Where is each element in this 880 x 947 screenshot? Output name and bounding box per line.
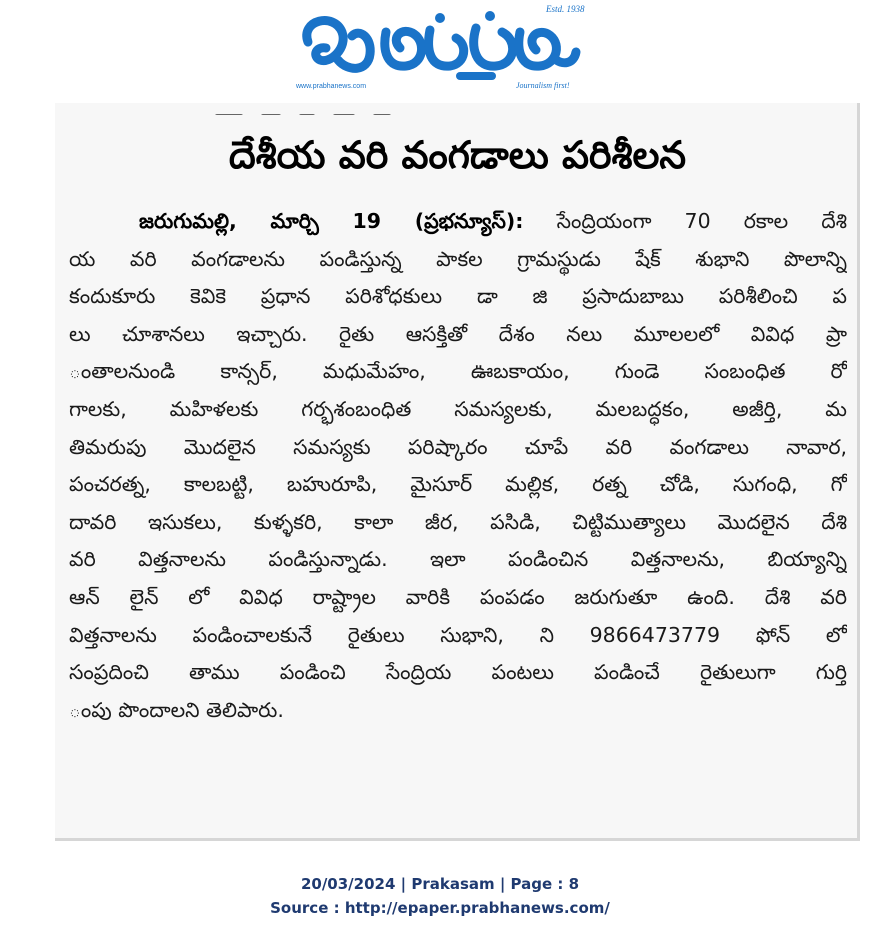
body-line: సంప్రదించి తాము పండించి సేంద్రియ పంటలు పండించే రైతులుగా గుర్తి [69,660,847,685]
body-line: పంచరత్న, కాలబట్టి, బహురూపి, మైసూర్ మల్లిక, రత్న చోడి, సుగంధి, గో [69,472,847,497]
logo-estd-text: Estd. 1938 [546,4,585,14]
footer-source-link[interactable]: Source : http://epaper.prabhanews.com/ [270,899,610,917]
body-line: కందుకూరు కెవికె ప్రధాన పరిశోధకులు డా జి ప్రసాదుబాబు పరిశీలించి ప [69,284,847,309]
logo-website-text: www.prabhanews.com [296,83,367,90]
body-line: య వరి వంగడాలను పండిస్తున్న పాకల గ్రామస్థుడు షేక్ శుభాని పొలాన్ని [69,246,847,271]
body-line: విత్తనాలను పండించాలకునే రైతులు సుభాని, ని 9866473779 ఫోన్ లో [69,622,847,647]
article-clipping [55,103,860,841]
article-dateline: జరుగుమల్లి, మార్చి 19 (ప్రభన్యూస్): [139,209,524,233]
body-line: లు చూశానలు ఇచ్చారు. రైతు ఆసక్తితో దేశం నలు మూలలలో వివిధ ప్రా [69,321,847,346]
article-body [69,203,847,729]
body-line: దావరి ఇసుకలు, కుళ్ళకరి, కాలా జీర, పసిడి, చిట్టిముత్యాలు మొదలైన దేశి [69,509,847,534]
body-line: గాలకు, మహిళలకు గర్భశంబంధిత సమస్యలకు, మలబద్ధకం, అజీర్తి, మ [69,396,847,421]
clipped-text-fragment [215,103,515,115]
body-line: వరి విత్తనాలను పండిస్తున్నాడు. ఇలా పండించిన విత్తనాలను, బియ్యాన్ని [69,547,847,572]
footer-publication-info: 20/03/2024 | Prakasam | Page : 8 [300,875,580,893]
body-line: ంతాలనుండి కాన్సర్, మధుమేహం, ఊబకాయం, గుండె సంబంధిత రో [69,359,847,384]
body-line: తిమరుపు మొదలైన సమస్యకు పరిష్కారం చూపే వరి వంగడాలు నావార, [69,434,847,459]
logo-tagline-text: Journalism first! [516,81,570,90]
body-line: ంపు పొందాలని తెలిపారు. [69,697,284,722]
article-headline: దేశీయ వరి వంగడాలు పరిశీలన [228,133,687,177]
body-line: ఆన్ లైన్ లో వివిధ రాష్ట్రాల వారికి పంపడం జరుగుతూ ఉంది. దేశి వరి [69,584,847,609]
body-line-1 [69,203,847,241]
newspaper-logo [290,2,590,94]
body-line-1-text: సేంద్రియంగా 70 రకాల దేశి [556,209,847,233]
